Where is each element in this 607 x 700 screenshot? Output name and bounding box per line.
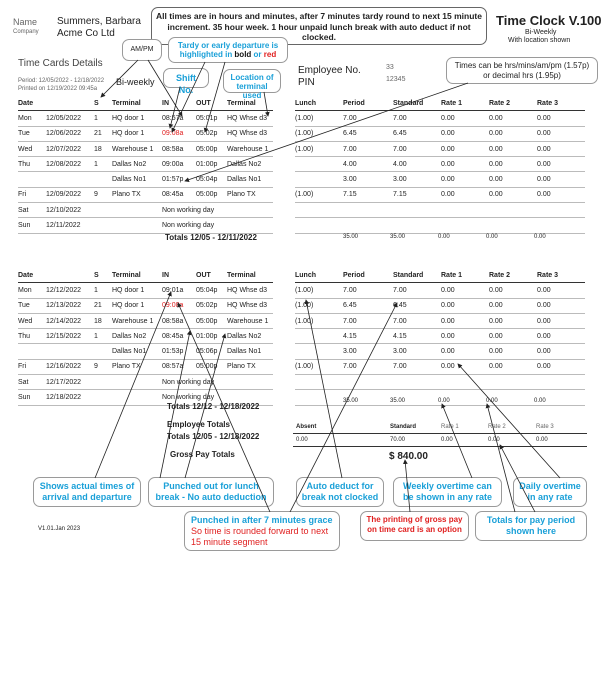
app-subtitle-location: With location shown (508, 37, 571, 44)
time-in-cell: 08:45a (162, 191, 184, 199)
time-out-cell: 05:04p (196, 286, 218, 294)
day-cell: Mon (18, 114, 32, 122)
time-out-cell: 05:00p (196, 363, 218, 371)
date-cell: 12/13/2022 (46, 302, 82, 310)
rate1-cell: 0.00 (441, 286, 455, 294)
time-out-cell: 05:02p (196, 302, 218, 310)
rate2-cell: 0.00 (489, 114, 503, 122)
rate2-cell: 0.00 (489, 317, 503, 325)
terminal-out-cell: Warehouse 1 (227, 145, 269, 153)
shift-cell: 1 (94, 286, 98, 294)
rate2-cell: 0.00 (489, 348, 503, 356)
terminal-in-cell: Dallas No1 (112, 348, 147, 356)
terminal-in-cell: HQ door 1 (112, 114, 145, 122)
time-in-cell: 08:57a (162, 114, 184, 122)
col-date: Date (18, 99, 34, 107)
details-title: Time Cards Details (18, 58, 103, 69)
ampm-callout: AM/PM (122, 39, 162, 61)
rate2-cell: 0.00 (489, 160, 503, 168)
rate1-cell: 0.00 (441, 176, 455, 184)
lunch-cell: (1.00) (295, 302, 314, 310)
arrow-totals (500, 445, 535, 512)
rules-note: All times are in hours and minutes, after 7 minutes tardy round to next 15 minute increment. 35 hour week. 1 hour unpaid lunch break with auto deduct if not clocked. (151, 7, 487, 45)
rate3-header: Rate 3 (536, 424, 554, 430)
non-working-cell: Non working day (162, 222, 215, 230)
employee-totals-range: Totals 12/05 - 12/18/2022 (167, 432, 260, 441)
day-cell: Thu (18, 160, 31, 168)
time-out-cell: 05:00p (196, 317, 218, 325)
col-rate1: Rate 1 (441, 99, 463, 107)
col-out: OUT (196, 99, 211, 107)
shift-cell: 9 (94, 363, 98, 371)
lunch-cell: (1.00) (295, 191, 314, 199)
standard-cell: 7.00 (393, 286, 407, 294)
col-lunch: Lunch (295, 271, 316, 279)
arrow-punched-lunch (160, 331, 190, 478)
time-in-cell: 09:08a (162, 130, 184, 138)
time-out-cell: 05:00p (196, 191, 218, 199)
time-in-cell: 01:57p (162, 176, 184, 184)
lunch-cell: (1.00) (295, 145, 314, 153)
time-out-cell: 01:00p (196, 160, 218, 168)
rate1-cell: 0.00 (441, 332, 455, 340)
app-subtitle-cycle: Bi-Weekly (525, 29, 557, 36)
time-out-cell: 05:02p (196, 130, 218, 138)
pin-label: PIN (298, 77, 315, 88)
standard-total-value: 70.00 (390, 437, 406, 443)
terminal-in-cell: Plano TX (112, 363, 141, 371)
terminal-out-cell: Plano TX (227, 363, 256, 371)
gross-pay-callout: The printing of gross pay on time card is an option (360, 511, 469, 541)
week1-total-rate2: 0.00 (486, 234, 498, 240)
day-cell: Fri (18, 191, 27, 199)
times-format-callout: Times can be hrs/mins/am/pm (1.57p) or decimal hrs (1.95p) (446, 57, 598, 84)
terminal-out-cell: HQ Whse d3 (227, 286, 268, 294)
time-out-cell: 05:00p (196, 145, 218, 153)
day-cell: Mon (18, 286, 32, 294)
lunch-cell: (1.00) (295, 286, 314, 294)
totals-pay-callout: Totals for pay period shown here (475, 511, 587, 541)
time-out-cell: 05:01p (196, 114, 218, 122)
lunch-cell: (1.00) (295, 114, 314, 122)
terminal-in-cell: Dallas No2 (112, 332, 147, 340)
day-cell: Sun (18, 394, 31, 402)
rate1-cell: 0.00 (441, 191, 455, 199)
standard-header: Standard (390, 424, 417, 430)
tardy-callout: Tardy or early departure is highlighted in bold or red (168, 37, 288, 63)
day-cell: Wed (18, 145, 33, 153)
date-cell: 12/16/2022 (46, 363, 82, 371)
name-label: Name (13, 17, 38, 27)
week2-totals-label: Totals 12/12 - 12/18/2022 (167, 402, 260, 411)
week1-total-rate1: 0.00 (438, 234, 450, 240)
day-cell: Thu (18, 332, 31, 340)
standard-cell: 4.00 (393, 160, 407, 168)
day-cell: Sun (18, 222, 31, 230)
rate3-cell: 0.00 (537, 302, 551, 310)
period-cell: 6.45 (343, 302, 357, 310)
shift-cell: 21 (94, 302, 102, 310)
col-terminal-in: Terminal (112, 271, 141, 279)
date-cell: 12/12/2022 (46, 286, 82, 294)
terminal-in-cell: Dallas No2 (112, 160, 147, 168)
arrow-gross (405, 460, 410, 512)
rate3-cell: 0.00 (537, 160, 551, 168)
week2-total-standard: 35.00 (390, 398, 406, 404)
standard-cell: 6.45 (393, 130, 407, 138)
terminal-in-cell: Warehouse 1 (112, 145, 154, 153)
col-rate2: Rate 2 (489, 99, 511, 107)
terminal-in-cell: Plano TX (112, 191, 141, 199)
arrow-ampm (101, 60, 138, 97)
arrow-totals-2 (487, 404, 515, 512)
arrow-ampm-2 (148, 60, 182, 116)
arrow-shift (170, 87, 180, 128)
date-cell: 12/09/2022 (46, 191, 82, 199)
absent-header: Absent (296, 424, 317, 430)
standard-cell: 7.00 (393, 363, 407, 371)
period-text: Period: 12/05/2022 - 12/18/2022 (18, 78, 105, 84)
rate3-cell: 0.00 (537, 348, 551, 356)
standard-cell: 3.00 (393, 176, 407, 184)
shift-cell: 1 (94, 332, 98, 340)
period-cell: 7.15 (343, 191, 357, 199)
rate1-cell: 0.00 (441, 317, 455, 325)
terminal-in-cell: HQ door 1 (112, 286, 145, 294)
company-label: Company (13, 29, 39, 35)
printed-text: Printed on 12/19/2022 09:45a (18, 86, 98, 92)
terminal-out-cell: Dallas No2 (227, 332, 262, 340)
time-out-cell: 05:06p (196, 348, 218, 356)
date-cell: 12/14/2022 (46, 317, 82, 325)
rate2-cell: 0.00 (489, 145, 503, 153)
date-cell: 12/15/2022 (46, 332, 82, 340)
rate3-cell: 0.00 (537, 176, 551, 184)
period-cell: 7.00 (343, 286, 357, 294)
shift-cell: 1 (94, 114, 98, 122)
gross-pay-value: $ 840.00 (389, 451, 428, 462)
absent-value: 0.00 (296, 437, 308, 443)
rate3-cell: 0.00 (537, 130, 551, 138)
period-cell: 6.45 (343, 130, 357, 138)
col-rate2: Rate 2 (489, 271, 511, 279)
terminal-in-cell: HQ door 1 (112, 302, 145, 310)
period-cell: 7.00 (343, 363, 357, 371)
date-cell: 12/11/2022 (46, 222, 81, 230)
rate2-cell: 0.00 (489, 191, 503, 199)
date-cell: 12/07/2022 (46, 145, 82, 153)
rate1-cell: 0.00 (441, 114, 455, 122)
terminal-out-cell: HQ Whse d3 (227, 130, 268, 138)
standard-cell: 4.15 (393, 332, 407, 340)
lunch-cell: (1.00) (295, 317, 314, 325)
standard-cell: 7.00 (393, 317, 407, 325)
col-shift: S (94, 99, 99, 107)
rate3-total-value: 0.00 (536, 437, 548, 443)
rate2-cell: 0.00 (489, 130, 503, 138)
time-in-cell: 09:08a (162, 302, 184, 310)
col-out: OUT (196, 271, 211, 279)
week1-total-period: 35.00 (343, 234, 359, 240)
arrow-grace-2 (290, 303, 397, 512)
terminal-out-cell: Dallas No1 (227, 176, 262, 184)
col-terminal-in: Terminal (112, 99, 141, 107)
terminal-out-cell: Dallas No2 (227, 160, 262, 168)
time-in-cell: 08:58a (162, 145, 184, 153)
shift-cell: 18 (94, 145, 102, 153)
rate1-cell: 0.00 (441, 160, 455, 168)
shift-cell: 1 (94, 160, 98, 168)
terminal-in-cell: HQ door 1 (112, 130, 145, 138)
employee-totals-label: Employee Totals (167, 420, 230, 429)
employee-no-label: Employee No. (298, 65, 361, 76)
arrow-tardy-2 (205, 62, 225, 132)
daily-overtime-callout: Daily overtime in any rate (513, 477, 587, 507)
week1-total-standard: 35.00 (390, 234, 406, 240)
terminal-out-cell: Warehouse 1 (227, 317, 269, 325)
arrow-times-format (185, 83, 468, 181)
col-rate3: Rate 3 (537, 99, 559, 107)
rate2-cell: 0.00 (489, 286, 503, 294)
standard-cell: 6.45 (393, 302, 407, 310)
week2-total-rate1: 0.00 (438, 398, 450, 404)
period-cell: 7.00 (343, 114, 357, 122)
gross-pay-label: Gross Pay Totals (170, 450, 235, 459)
auto-deduct-callout: Auto deduct for break not clocked (296, 477, 384, 507)
pin-value: 12345 (386, 76, 406, 83)
week2-total-rate3: 0.00 (534, 398, 546, 404)
rate1-cell: 0.00 (441, 363, 455, 371)
date-cell: 12/18/2022 (46, 394, 82, 402)
col-terminal-out: Terminal (227, 271, 256, 279)
standard-cell: 7.00 (393, 145, 407, 153)
rate1-header: Rate 1 (441, 424, 459, 430)
terminal-out-cell: HQ Whse d3 (227, 114, 268, 122)
rate3-cell: 0.00 (537, 286, 551, 294)
time-in-cell: 09:01a (162, 286, 184, 294)
punched-lunch-callout: Punched out for lunch break - No auto deduction (148, 477, 274, 507)
rate3-cell: 0.00 (537, 363, 551, 371)
rate2-cell: 0.00 (489, 332, 503, 340)
date-cell: 12/17/2022 (46, 378, 82, 386)
rate2-cell: 0.00 (489, 176, 503, 184)
arrow-actual-times (95, 292, 171, 478)
standard-cell: 7.15 (393, 191, 407, 199)
col-standard: Standard (393, 271, 424, 279)
employee-no-value: 33 (386, 64, 394, 71)
lunch-cell: (1.00) (295, 130, 314, 138)
non-working-cell: Non working day (162, 394, 215, 402)
period-cell: 4.00 (343, 160, 357, 168)
period-cell: 3.00 (343, 348, 357, 356)
week1-total-rate3: 0.00 (534, 234, 546, 240)
col-rate1: Rate 1 (441, 271, 463, 279)
col-in: IN (162, 99, 169, 107)
rate2-cell: 0.00 (489, 302, 503, 310)
date-cell: 12/10/2022 (46, 206, 82, 214)
arrow-auto-deduct (306, 300, 342, 478)
col-terminal-out: Terminal (227, 99, 256, 107)
col-rate3: Rate 3 (537, 271, 559, 279)
non-working-cell: Non working day (162, 206, 215, 214)
week1-totals-label: Totals 12/05 - 12/11/2022 (165, 233, 257, 242)
shift-cell: 21 (94, 130, 102, 138)
terminal-out-cell: HQ Whse d3 (227, 302, 268, 310)
time-out-cell: 05:04p (196, 176, 218, 184)
non-working-cell: Non working day (162, 378, 215, 386)
weekly-overtime-callout: Weekly overtime can be shown in any rate (393, 477, 502, 507)
arrow-tardy (172, 62, 205, 132)
rate1-total-value: 0.00 (441, 437, 453, 443)
company-name: Acme Co Ltd (57, 28, 115, 39)
grace-callout: Punched in after 7 minutes grace So time is rounded forward to next 15 minute segment (184, 511, 340, 551)
time-out-cell: 01:00p (196, 332, 218, 340)
time-in-cell: 08:45a (162, 332, 184, 340)
actual-times-callout: Shows actual times of arrival and departure (33, 477, 141, 507)
arrow-location (264, 92, 268, 116)
arrow-weekly-ot (442, 404, 472, 478)
day-cell: Wed (18, 317, 33, 325)
terminal-in-cell: Warehouse 1 (112, 317, 154, 325)
version-text: V1.01.Jan 2023 (38, 526, 81, 532)
period-cell: 7.00 (343, 317, 357, 325)
period-cell: 7.00 (343, 145, 357, 153)
col-standard: Standard (393, 99, 424, 107)
arrow-daily-ot (458, 364, 560, 478)
week2-total-rate2: 0.00 (486, 398, 498, 404)
rate1-cell: 0.00 (441, 302, 455, 310)
period-cell: 3.00 (343, 176, 357, 184)
rate3-cell: 0.00 (537, 114, 551, 122)
day-cell: Sat (18, 206, 29, 214)
time-in-cell: 08:57a (162, 363, 184, 371)
employee-name: Summers, Barbara (57, 16, 141, 27)
shift-callout: Shift No. (163, 68, 209, 88)
col-date: Date (18, 271, 34, 279)
time-in-cell: 08:58a (162, 317, 184, 325)
rate1-cell: 0.00 (441, 130, 455, 138)
col-period: Period (343, 99, 365, 107)
rate1-cell: 0.00 (441, 348, 455, 356)
shift-cell: 9 (94, 191, 98, 199)
terminal-in-cell: Dallas No1 (112, 176, 147, 184)
rate2-header: Rate 2 (488, 424, 506, 430)
rate2-cell: 0.00 (489, 363, 503, 371)
location-callout: Location of terminal used (223, 69, 281, 93)
rate1-cell: 0.00 (441, 145, 455, 153)
time-in-cell: 01:53p (162, 348, 184, 356)
app-title: Time Clock V.100 (496, 13, 602, 28)
day-cell: Tue (18, 130, 30, 138)
standard-cell: 7.00 (393, 114, 407, 122)
day-cell: Sat (18, 378, 29, 386)
day-cell: Tue (18, 302, 30, 310)
rate3-cell: 0.00 (537, 317, 551, 325)
rate3-cell: 0.00 (537, 191, 551, 199)
col-lunch: Lunch (295, 99, 316, 107)
period-cell: 4.15 (343, 332, 357, 340)
col-shift: S (94, 271, 99, 279)
col-period: Period (343, 271, 365, 279)
date-cell: 12/06/2022 (46, 130, 82, 138)
arrow-grace (178, 303, 270, 512)
date-cell: 12/05/2022 (46, 114, 82, 122)
rate3-cell: 0.00 (537, 145, 551, 153)
time-in-cell: 09:00a (162, 160, 184, 168)
lunch-cell: (1.00) (295, 363, 314, 371)
standard-cell: 3.00 (393, 348, 407, 356)
rate2-total-value: 0.00 (488, 437, 500, 443)
date-cell: 12/08/2022 (46, 160, 82, 168)
biweekly-label: Bi-weekly (116, 77, 155, 87)
col-in: IN (162, 271, 169, 279)
arrow-punched-lunch-2 (185, 334, 225, 478)
terminal-out-cell: Dallas No1 (227, 348, 262, 356)
terminal-out-cell: Plano TX (227, 191, 256, 199)
day-cell: Fri (18, 363, 27, 371)
week2-total-period: 35.00 (343, 398, 359, 404)
shift-cell: 18 (94, 317, 102, 325)
rate3-cell: 0.00 (537, 332, 551, 340)
